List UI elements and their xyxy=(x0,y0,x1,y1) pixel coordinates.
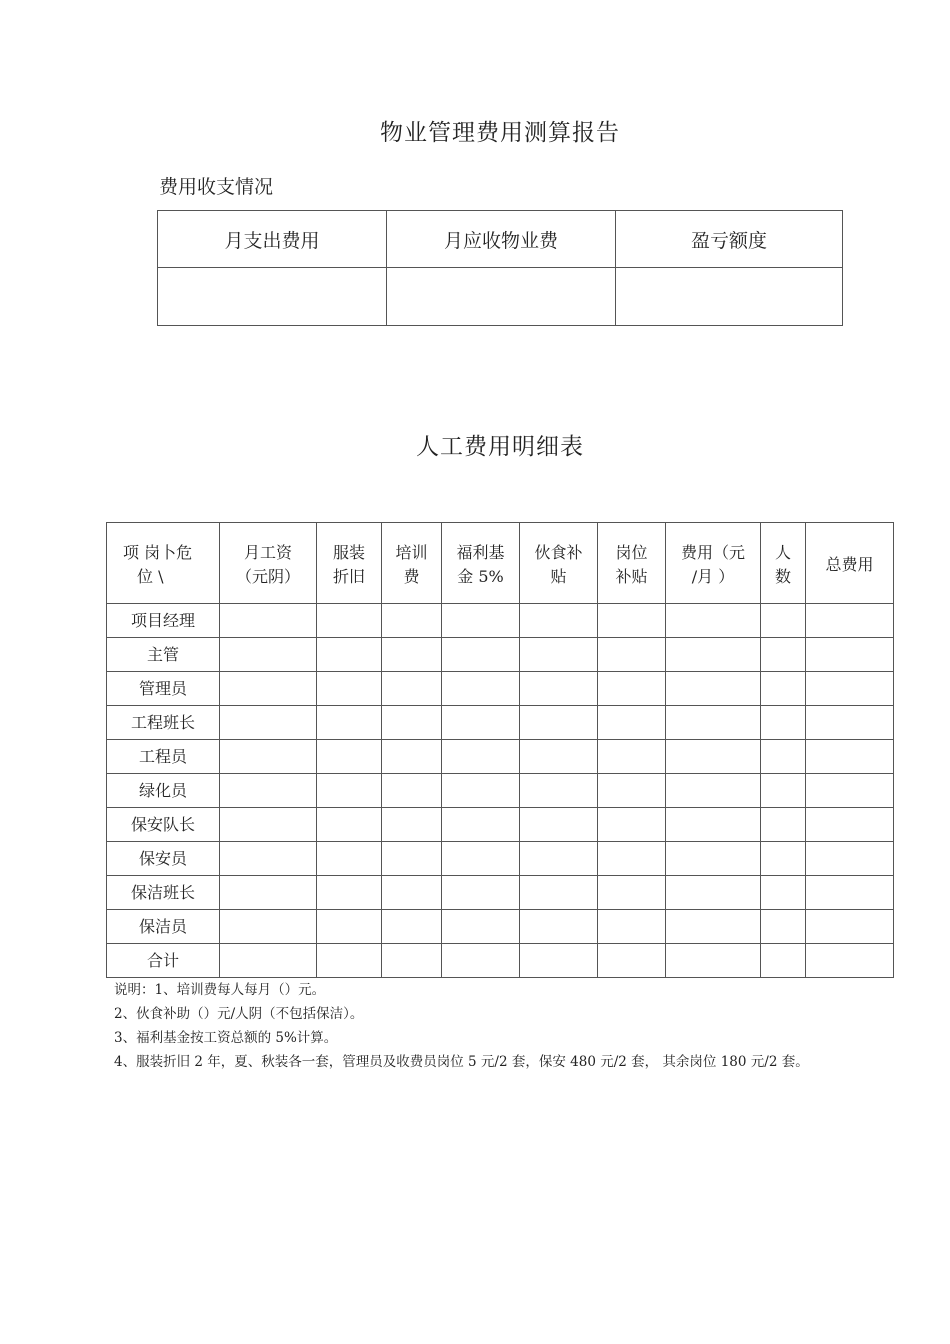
table-cell xyxy=(520,604,598,638)
summary-header-row xyxy=(158,211,843,268)
header-headcount: 人 数 xyxy=(761,523,806,604)
table-cell xyxy=(317,638,382,672)
table-cell xyxy=(666,808,761,842)
table-cell xyxy=(666,706,761,740)
table-cell xyxy=(520,672,598,706)
table-cell xyxy=(520,876,598,910)
table-cell xyxy=(520,706,598,740)
row-position-label: 保安队长 xyxy=(107,808,220,842)
table-row xyxy=(107,910,894,944)
table-cell xyxy=(666,944,761,978)
table-cell xyxy=(761,808,806,842)
value-profit-loss xyxy=(616,268,843,326)
header-training-fee: 培训 费 xyxy=(382,523,442,604)
table-cell xyxy=(598,808,666,842)
row-position-label: 管理员 xyxy=(107,672,220,706)
header-monthly-salary: 月工资 （元阴） xyxy=(220,523,317,604)
table-cell xyxy=(666,876,761,910)
table-cell xyxy=(761,706,806,740)
row-position-label: 主管 xyxy=(107,638,220,672)
table-cell xyxy=(806,672,894,706)
note-line: 说明：1、培训费每人每月（）元。 xyxy=(114,982,326,998)
note-line: 4、服装折旧 2 年，夏、秋装各一套，管理员及收费员岗位 5 元/2 套，保安 480 元/2 套， 其余岗位 180 元/2 套。 xyxy=(114,1054,809,1070)
table-cell xyxy=(317,808,382,842)
table-cell xyxy=(442,774,520,808)
table-cell xyxy=(442,638,520,672)
header-profit-loss: 盈亏额度 xyxy=(616,211,843,268)
table-cell xyxy=(806,910,894,944)
row-position-label: 工程班长 xyxy=(107,706,220,740)
table-cell xyxy=(382,876,442,910)
table-cell xyxy=(666,842,761,876)
table-cell xyxy=(442,604,520,638)
table-cell xyxy=(520,740,598,774)
header-welfare-fund: 福利基 金 5% xyxy=(442,523,520,604)
note-line: 2、伙食补助（）元/人阴（不包括保洁）。 xyxy=(114,1006,364,1022)
header-uniform-depreciation: 服装 折旧 xyxy=(317,523,382,604)
table-cell xyxy=(317,944,382,978)
table-cell xyxy=(220,944,317,978)
value-monthly-expense xyxy=(158,268,387,326)
summary-table xyxy=(157,210,843,326)
table-cell xyxy=(761,876,806,910)
table-cell xyxy=(220,808,317,842)
note-line: 3、福利基金按工资总额的 5%计算。 xyxy=(114,1030,338,1046)
table-cell xyxy=(761,842,806,876)
table-cell xyxy=(317,842,382,876)
table-cell xyxy=(520,842,598,876)
table-cell xyxy=(317,706,382,740)
table-row xyxy=(107,604,894,638)
table-cell xyxy=(806,808,894,842)
table-cell xyxy=(442,944,520,978)
table-cell xyxy=(761,944,806,978)
table-cell xyxy=(806,876,894,910)
table-cell xyxy=(761,638,806,672)
table-cell xyxy=(220,910,317,944)
row-position-label: 保洁班长 xyxy=(107,876,220,910)
table-cell xyxy=(317,604,382,638)
table-row xyxy=(107,740,894,774)
table-cell xyxy=(598,842,666,876)
row-position-label: 合计 xyxy=(107,944,220,978)
document-title: 物业管理费用测算报告 xyxy=(380,120,620,146)
table-cell xyxy=(382,740,442,774)
table-cell xyxy=(317,672,382,706)
table-cell xyxy=(382,808,442,842)
labor-header-row xyxy=(107,523,894,604)
table-cell xyxy=(442,842,520,876)
table-cell xyxy=(317,910,382,944)
table-row xyxy=(107,842,894,876)
row-position-label: 保安员 xyxy=(107,842,220,876)
table-cell xyxy=(382,706,442,740)
summary-value-row xyxy=(158,268,843,326)
table-row xyxy=(107,672,894,706)
table-cell xyxy=(806,604,894,638)
table-cell xyxy=(220,740,317,774)
table-cell xyxy=(317,740,382,774)
row-position-label: 绿化员 xyxy=(107,774,220,808)
header-cost-per-month: 费用（元 /月 ） xyxy=(666,523,761,604)
table-cell xyxy=(220,706,317,740)
table-cell xyxy=(220,876,317,910)
table-cell xyxy=(666,638,761,672)
table-cell xyxy=(806,706,894,740)
table-cell xyxy=(520,638,598,672)
table-cell xyxy=(382,638,442,672)
table-cell xyxy=(761,604,806,638)
table-cell xyxy=(598,604,666,638)
table-cell xyxy=(806,774,894,808)
row-position-label: 项目经理 xyxy=(107,604,220,638)
table-row xyxy=(107,638,894,672)
table-cell xyxy=(666,740,761,774)
table-cell xyxy=(806,944,894,978)
table-row xyxy=(107,774,894,808)
table-cell xyxy=(382,910,442,944)
header-position-allowance: 岗位 补贴 xyxy=(598,523,666,604)
table-cell xyxy=(220,842,317,876)
table-cell xyxy=(220,638,317,672)
table-cell xyxy=(442,672,520,706)
header-position: 项 岗卜危 位 \ xyxy=(107,523,220,604)
table-cell xyxy=(598,740,666,774)
table-cell xyxy=(317,876,382,910)
row-position-label: 保洁员 xyxy=(107,910,220,944)
table-cell xyxy=(442,740,520,774)
table-cell xyxy=(761,672,806,706)
table-cell xyxy=(382,944,442,978)
value-monthly-receivable xyxy=(387,268,616,326)
table-cell xyxy=(442,706,520,740)
notes xyxy=(114,978,874,1074)
table-cell xyxy=(806,842,894,876)
table-cell xyxy=(382,774,442,808)
table-cell xyxy=(598,672,666,706)
table-cell xyxy=(598,774,666,808)
table-row xyxy=(107,706,894,740)
table-cell xyxy=(598,638,666,672)
table-cell xyxy=(666,672,761,706)
table-cell xyxy=(806,638,894,672)
header-monthly-expense: 月支出费用 xyxy=(158,211,387,268)
header-total-cost: 总费用 xyxy=(806,523,894,604)
table-cell xyxy=(220,604,317,638)
table-cell xyxy=(761,740,806,774)
table-cell xyxy=(382,672,442,706)
table-cell xyxy=(520,774,598,808)
table-cell xyxy=(598,876,666,910)
table-cell xyxy=(761,774,806,808)
table-cell xyxy=(520,808,598,842)
table-cell xyxy=(598,944,666,978)
table-row xyxy=(107,808,894,842)
table-cell xyxy=(806,740,894,774)
table-cell xyxy=(220,774,317,808)
header-meal-allowance: 伙食补 贴 xyxy=(520,523,598,604)
labor-cost-title: 人工费用明细表 xyxy=(416,434,584,460)
labor-cost-table xyxy=(106,522,894,978)
table-cell xyxy=(220,672,317,706)
table-cell xyxy=(382,842,442,876)
table-cell xyxy=(666,774,761,808)
table-cell xyxy=(442,808,520,842)
header-monthly-receivable: 月应收物业费 xyxy=(387,211,616,268)
table-cell xyxy=(761,910,806,944)
row-position-label: 工程员 xyxy=(107,740,220,774)
table-cell xyxy=(442,910,520,944)
table-cell xyxy=(666,910,761,944)
table-cell xyxy=(317,774,382,808)
table-row xyxy=(107,876,894,910)
table-cell xyxy=(520,910,598,944)
table-cell xyxy=(442,876,520,910)
table-row xyxy=(107,944,894,978)
table-cell xyxy=(382,604,442,638)
table-cell xyxy=(520,944,598,978)
section-label-income-expense: 费用收支情况 xyxy=(159,176,274,198)
table-cell xyxy=(666,604,761,638)
table-cell xyxy=(598,706,666,740)
table-cell xyxy=(598,910,666,944)
